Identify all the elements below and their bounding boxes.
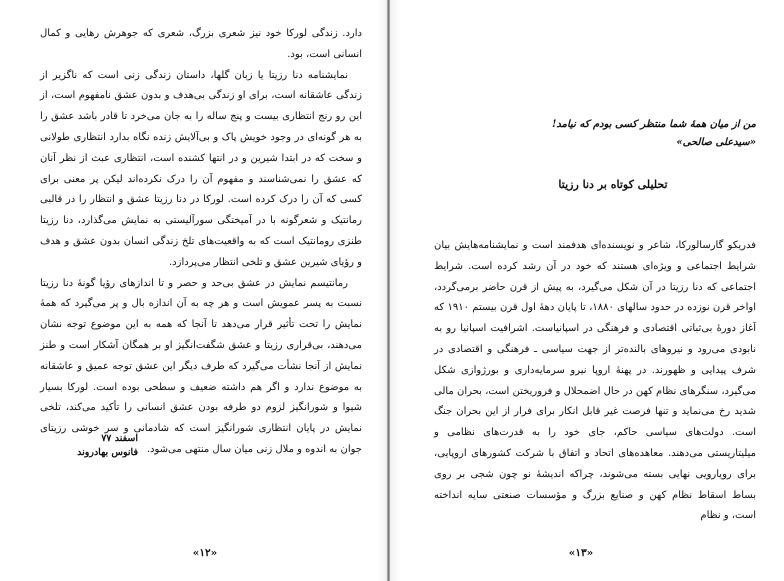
paragraph: نمایشنامه دنا رزیتا یا زبان گلها، داستان زندگی زنی است که ناگزیر از زندگی عاشقانه است، برای او زندگی بی‌هدف و بدون عشق نامفهوم است، از این رو رنج انتظاری بیست و پنج ساله را به جان می‌خرد تا قادر باشد عشق را به هر گونه‌ای در وجود خویش پاک و بی‌آلایش زنده نگاه بدارد انتظاری طولانی و سخت که در ابتدا شیرین و در انتها کشنده است، انتظاری عبث از نظر آنان که عشق را نمی‌شناسند و مفهوم آن را درک نکرده‌اند لیکن پر معنی برای کسی که آن را درک کرده است. لورکا در دنا رزیتا عشق و انتظار را در قالبی رمانتیک و شعرگونه با در آمیختگی سورآلیستی به نمایش می‌گذارد، دنا رزیتا طنزی رومانتیک است که به واقعیت‌های تلخ زندگی انسان بدون عشق و هدف و رؤیای شیرین عشق و تلخی انتظار می‌پردازد. [40, 69, 362, 268]
epigraph-author: «سیدعلی صالحی» [676, 137, 756, 148]
paragraph: دارد. زندگی لورکا خود نیز شعری بزرگ، شعری که جوهرش رهایی و کمال انسانی است، بود. [40, 28, 362, 60]
gutter-shadow [377, 0, 387, 581]
left-page-body [40, 24, 362, 461]
epigraph-quote: من از میان همهٔ شما منتظر کسی بودم که نیامد! [552, 119, 756, 130]
paragraph: رمانتیسم نمایش در عشق بی‌حد و حصر و تا اندازهای رؤیا گونهٔ دنا رزیتا نسبت به پسر عمویش است و هر چه به آن اندازه بال و پر می‌گیرد که همهٔ نمایش را تحت تأثیر قرار می‌دهد تا آنجا که همه به این موضوع توجه نشان می‌دهند، بی‌قراری رزیتا و عشق شگفت‌انگیز او بر همگان آشکار است و طنز نمایش از آنجا نشأت می‌گیرد که طرف دیگر این عشق توجه عمیق و عاشقانه به موضوع ندارد و اگر هم داشته ضعیف و سطحی بوده است. لورکا بسیار شیوا و شورانگیز لزوم دو طرفه بودن عشق انسانی را تأکید می‌کند، تلخی نمایش در پایان انتظاری شورانگیز است که شادمانی و سر خوشی رزیتای جوان به اندوه و ملال زنی میان سال منتهی می‌شود. [40, 277, 362, 455]
right-page-body [434, 236, 756, 527]
epigraph [470, 116, 756, 152]
right-page [390, 0, 784, 581]
paragraph: فدریکو گارسالورکا، شاعر و نویسنده‌ای هدفمند است و نمایشنامه‌هایش بیان شرایط اجتماعی و ویژه‌ای هستند که خود در آن رشد کرده است. شرایط اجتماعی که دنا رزیتا در آن شکل می‌گیرد، به پیش از قرن حاضر برمی‌گردد، اواخر قرن نوزده در حدود سالهای ۱۸۸۰، تا پایان دههٔ اول قرن بیستم ۱۹۱۰ که آغاز دورهٔ بی‌ثباتی اقتصادی و فرهنگی در اسپانیاست. اشرافیت اسپانیا رو به نابودی می‌رود و نیروهای بالنده‌تر از جهت سیاسی ـ فرهنگی و اقتصادی در شرف پیدایی و ظهورند. در پهنهٔ اروپا نیرو سرمایه‌داری و بورژوازی شکل می‌گیرد، سنگرهای نظام کهن در حال اضمحلال و فروریختن است، بحران مالی شدید رخ می‌نماید و تنها فرصت غیر قابل انکار برای فرار از این بحران جنگ است. دولت‌های سیاسی حاکم، جای خود را به قدرت‌های نظامی و میلیتاریستی می‌دهند. معاهده‌های اتحاد و اتفاق با شرکت کشورهای اروپایی، برای رویارویی نهایی بسته می‌شوند، چراکه اندیشهٔ نو چون شجی بر روی بساط اسقاط نظام کهن و صنایع بزرگ و مؤسسات صنعتی سایه انداخته است، و نظام [434, 240, 756, 522]
signature-date: اسفند ۷۷ [101, 433, 138, 444]
page-number: «۱۲» [192, 547, 218, 559]
section-title: تحلیلی کوتاه بر دنا رزیتا [558, 178, 668, 191]
signature-block [38, 432, 138, 460]
left-page [0, 0, 387, 581]
signature-name: فانوس بهادروند [77, 447, 138, 458]
page-number: «۱۳» [568, 547, 594, 559]
